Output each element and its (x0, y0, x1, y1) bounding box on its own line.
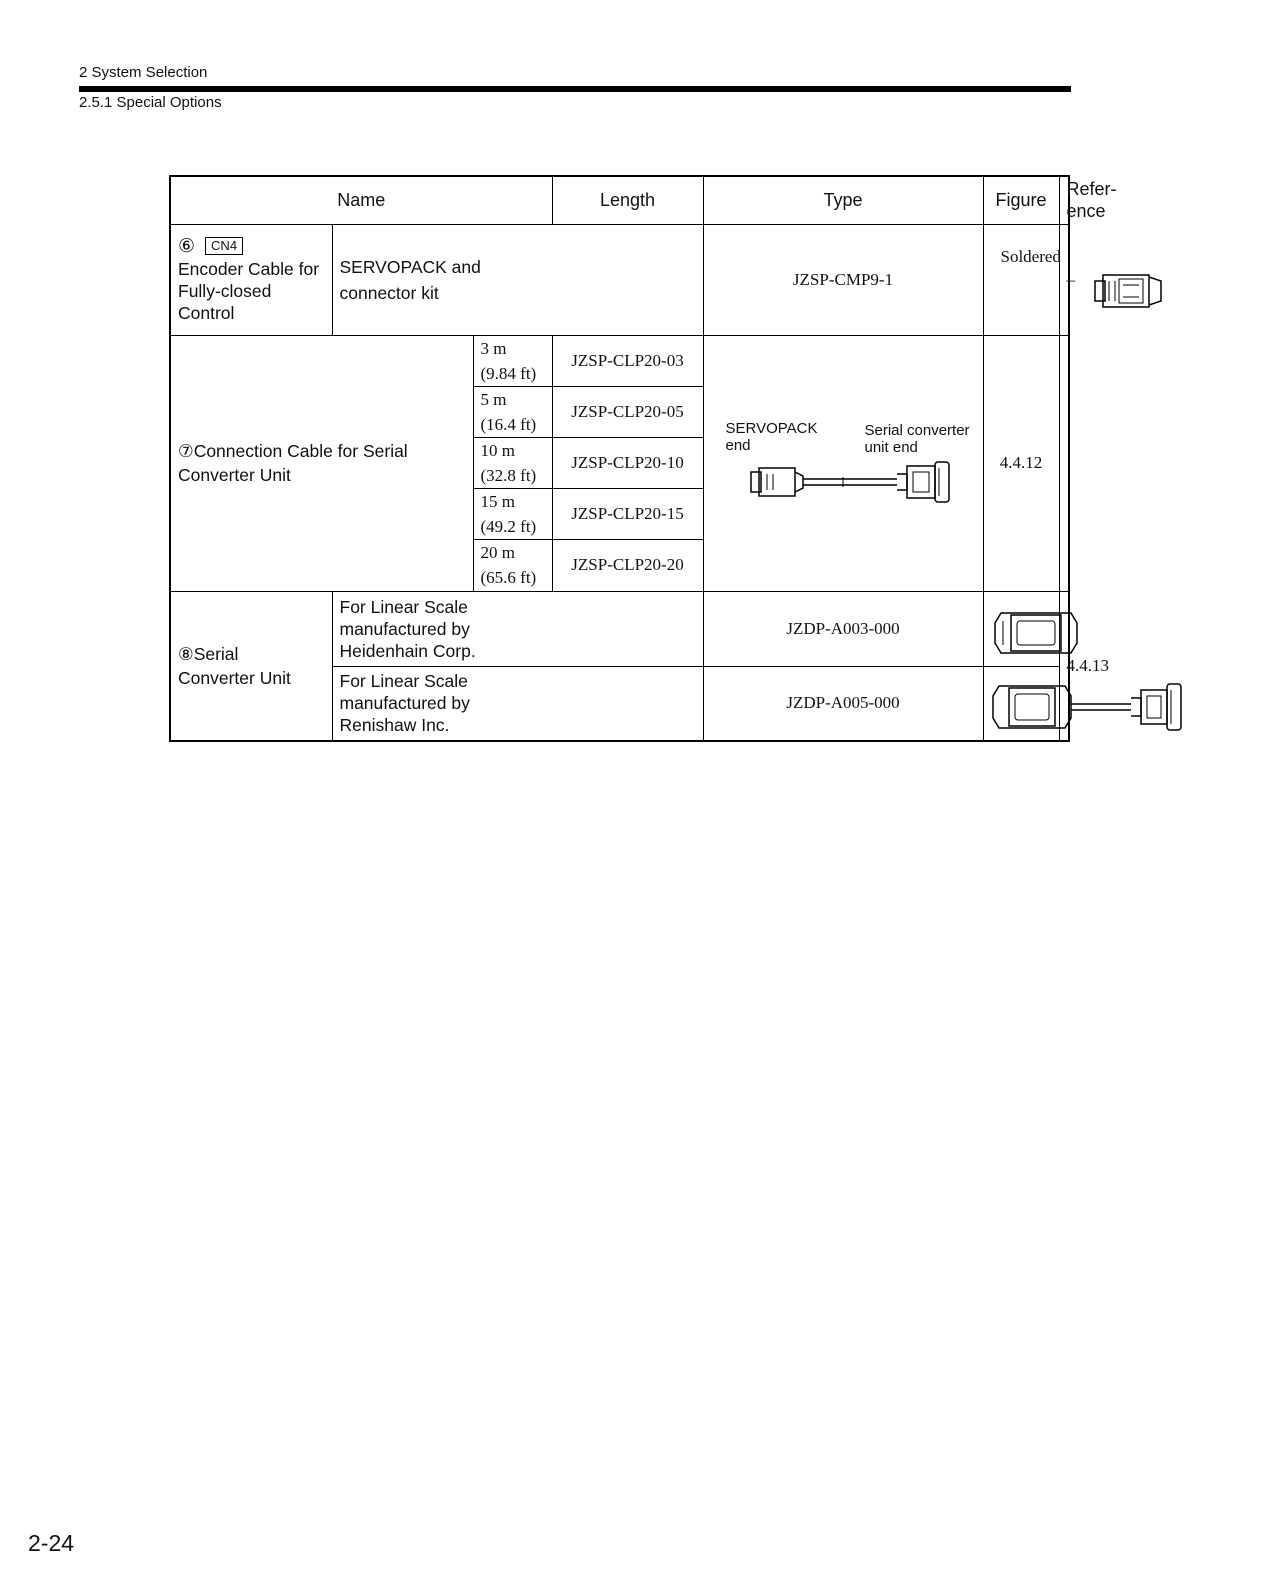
row8-reference: 4.4.13 (1059, 591, 1069, 741)
row7-type-4: JZSP-CLP20-20 (552, 540, 703, 591)
header-reference: Refer- ence (1059, 176, 1069, 224)
header-name: Name (170, 176, 552, 224)
length-ft: (65.6 ft) (480, 568, 537, 588)
table-header-row (170, 176, 1069, 224)
row6-name-line2: Fully-closed (178, 281, 272, 301)
length-m: 10 m (480, 440, 515, 460)
row7-name-line2: Converter Unit (178, 465, 291, 485)
row6-number: ⑥ (178, 236, 196, 257)
row7-type-2: JZSP-CLP20-10 (552, 437, 703, 488)
header-figure: Figure (983, 176, 1059, 224)
row7-reference: 4.4.12 (983, 335, 1059, 591)
row7-length-4 (473, 540, 552, 591)
header-rule (79, 86, 1071, 92)
section-header: 2.5.1 Special Options (79, 94, 222, 111)
row8-sub-a-line2: manufactured by (339, 618, 470, 639)
length-m: 20 m (480, 543, 515, 563)
chapter-header: 2 System Selection (79, 64, 208, 81)
row7-length-1 (473, 386, 552, 437)
length-ft: (49.2 ft) (480, 517, 537, 537)
cable-assembly-icon (747, 460, 962, 506)
row8-sub-a-line3: Heidenhain Corp. (339, 640, 476, 661)
row8-sub-a-line1: For Linear Scale (339, 596, 468, 617)
row7-length-3 (473, 489, 552, 540)
row8-name-cell (170, 591, 332, 741)
row7-length-0 (473, 335, 552, 386)
row7-name-cell (170, 335, 473, 591)
serial-converter-end-line1: Serial converter (864, 421, 970, 439)
row8-sub-b-cell (332, 666, 703, 741)
heidenhain-converter-icon (991, 605, 1081, 661)
special-options-table (169, 175, 1117, 742)
row6-name-line3: Control (178, 303, 235, 323)
row8-sub-b-line3: Renishaw Inc. (339, 715, 450, 736)
servopack-end-line2: end (725, 436, 751, 454)
servopack-end-line1: SERVOPACK (725, 419, 818, 437)
length-m: 3 m (480, 338, 507, 358)
row8-sub-b-line1: For Linear Scale (339, 671, 468, 692)
row6-desc-line2: connector kit (339, 282, 439, 303)
header-length: Length (552, 176, 703, 224)
table-row (170, 591, 1069, 666)
servopack-end-label (726, 420, 818, 454)
row6-name-line1: Encoder Cable for (178, 259, 320, 279)
row7-figure-cell (703, 335, 983, 591)
table-row (170, 335, 1069, 386)
row7-type-0: JZSP-CLP20-03 (552, 335, 703, 386)
connector-kit-icon (1089, 271, 1169, 311)
row7-length-2 (473, 437, 552, 488)
serial-converter-end-label (865, 422, 970, 456)
length-ft: (9.84 ft) (480, 363, 537, 383)
header-type: Type (703, 176, 983, 224)
row6-desc-line1: SERVOPACK and (339, 256, 481, 277)
row7-name-line1: ⑦Connection Cable for Serial (178, 441, 408, 461)
row7-type-1: JZSP-CLP20-05 (552, 386, 703, 437)
row8-figure-b-cell (983, 666, 1059, 741)
length-m: 15 m (480, 492, 515, 512)
row8-sub-b-line2: manufactured by (339, 693, 470, 714)
row8-figure-a-cell (983, 591, 1059, 666)
length-ft: (32.8 ft) (480, 465, 537, 485)
row-encoder-cable (170, 224, 1069, 335)
row6-name-cell (170, 224, 332, 335)
row7-type-3: JZSP-CLP20-15 (552, 489, 703, 540)
page-number: 2-24 (28, 1530, 75, 1556)
serial-converter-end-line2: unit end (864, 438, 918, 456)
row8-type-a: JZDP-A003-000 (703, 591, 983, 666)
row8-name-line1: ⑧Serial (178, 643, 239, 664)
length-m: 5 m (480, 389, 507, 409)
row8-name-line2: Converter Unit (178, 667, 291, 688)
row8-type-b: JZDP-A005-000 (703, 666, 983, 741)
cn4-badge: CN4 (205, 237, 243, 255)
row6-figure-cell (983, 224, 1059, 335)
row6-type: JZSP-CMP9-1 (703, 224, 983, 335)
length-ft: (16.4 ft) (480, 414, 537, 434)
renishaw-converter-icon (991, 678, 1191, 736)
soldered-label: Soldered (1000, 246, 1061, 266)
row6-reference: – (1059, 224, 1069, 335)
row8-sub-a-cell (332, 591, 703, 666)
row6-desc-cell (332, 224, 703, 335)
